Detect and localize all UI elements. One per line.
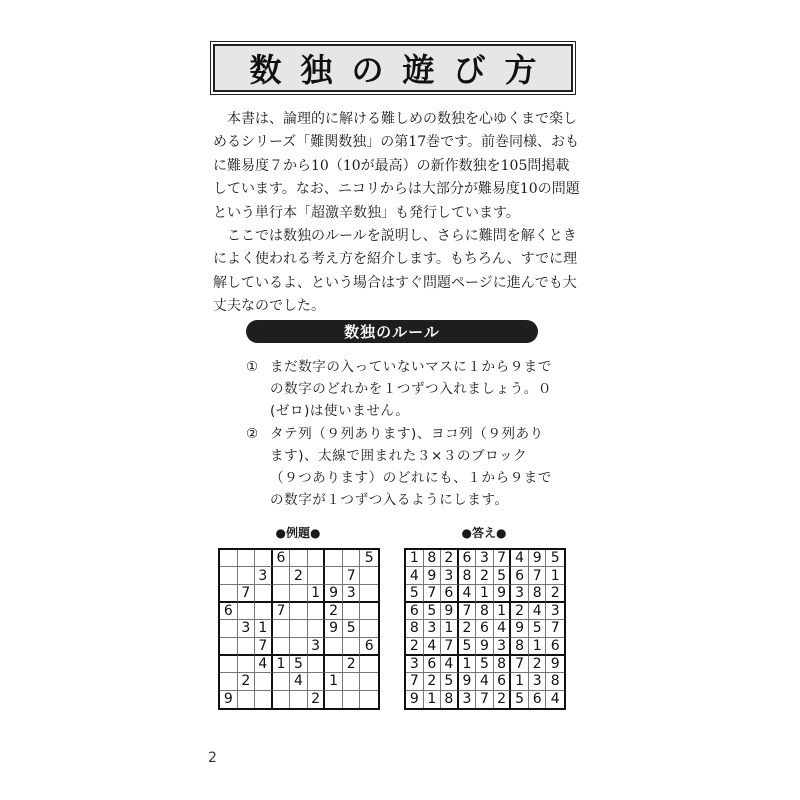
rule-text: まだ数字の入っていないマスに１から９までの数字のどれかを１つずつ入れましょう。０(ゼロ)は使いません。 — [270, 359, 552, 420]
grid-cell — [343, 550, 361, 567]
grid-cell: 1 — [494, 603, 512, 620]
page-title: 数独の遊び方 — [249, 51, 556, 89]
grid-cell: 1 — [529, 638, 547, 656]
grid-cell — [325, 656, 343, 673]
rule-item — [246, 423, 552, 512]
grid-cell: 3 — [494, 638, 512, 656]
grid-cell: 9 — [220, 691, 238, 708]
example-sudoku-grid — [218, 548, 380, 710]
grid-cell — [273, 673, 291, 690]
grid-cell: 5 — [546, 550, 564, 567]
grid-cell: 1 — [459, 656, 477, 673]
grid-cell — [290, 638, 308, 656]
grid-cell: 7 — [406, 673, 424, 690]
grid-cell — [238, 567, 256, 584]
grid-cell — [220, 550, 238, 567]
grid-cell: 9 — [406, 691, 424, 708]
grid-cell — [325, 691, 343, 708]
grid-cell: 7 — [511, 656, 529, 673]
grid-cell — [255, 585, 273, 603]
grid-cell: 6 — [459, 550, 477, 567]
grid-cell: 2 — [343, 656, 361, 673]
grid-cell: 9 — [529, 550, 547, 567]
grid-cell — [360, 620, 378, 637]
grid-cell: 9 — [441, 603, 459, 620]
grid-cell: 9 — [459, 673, 477, 690]
grid-cell: 1 — [325, 673, 343, 690]
page-number: 2 — [208, 750, 217, 766]
grid-cell: 3 — [511, 585, 529, 603]
title-box — [213, 44, 573, 92]
grid-cell: 5 — [424, 603, 442, 620]
rules-list — [246, 356, 552, 511]
grid-cell: 2 — [511, 603, 529, 620]
grid-cell — [238, 638, 256, 656]
grid-cell: 5 — [290, 656, 308, 673]
grid-cell — [360, 567, 378, 584]
grid-cell: 9 — [511, 620, 529, 637]
answer-label: ●答え● — [461, 526, 507, 540]
grid-cell: 6 — [273, 550, 291, 567]
grid-cell: 5 — [406, 585, 424, 603]
grid-cell: 8 — [424, 550, 442, 567]
grid-cell: 1 — [255, 620, 273, 637]
grid-cell: 3 — [308, 638, 326, 656]
grid-cell — [273, 691, 291, 708]
grid-cell: 2 — [476, 567, 494, 584]
grid-cell: 7 — [529, 567, 547, 584]
grid-cell — [325, 567, 343, 584]
grid-cell: 1 — [273, 656, 291, 673]
grid-cell: 8 — [441, 691, 459, 708]
grid-cell: 1 — [476, 585, 494, 603]
grid-cell: 2 — [441, 550, 459, 567]
grid-cell: 7 — [441, 638, 459, 656]
grid-cell: 3 — [441, 567, 459, 584]
grid-cell — [325, 550, 343, 567]
grid-cell — [360, 656, 378, 673]
grid-cell: 4 — [290, 673, 308, 690]
grid-cell: 5 — [476, 656, 494, 673]
grid-cell — [273, 585, 291, 603]
grid-cell: 2 — [308, 691, 326, 708]
grid-cell — [238, 656, 256, 673]
grid-cell: 9 — [325, 620, 343, 637]
grid-cell — [325, 638, 343, 656]
grid-cell: 5 — [360, 550, 378, 567]
grid-cell — [290, 603, 308, 620]
grid-cell: 3 — [546, 603, 564, 620]
grid-cell: 7 — [459, 603, 477, 620]
grid-cell — [308, 673, 326, 690]
grid-cell: 8 — [546, 673, 564, 690]
intro-paragraph-1: 本書は、論理的に解ける難しめの数独を心ゆくまで楽しめるシリーズ「難関数独」の第17巻です。前巻同様、おもに難易度７から10（10が最高）の新作数独を105問掲載しています。なお、ニコリからは大部分が難易度10の問題という単行本「超激辛数独」も発行しています。 — [213, 111, 580, 221]
grid-cell: 7 — [476, 691, 494, 708]
grid-cell: 7 — [546, 620, 564, 637]
grid-cell: 4 — [476, 673, 494, 690]
grid-cell: 8 — [459, 567, 477, 584]
rule-item — [246, 356, 552, 423]
grid-cell: 8 — [476, 603, 494, 620]
intro-paragraph-2: ここでは数独のルールを説明し、さらに難問を解くときによく使われる考え方を紹介します。もちろん、すでに理解しているよ、という場合はすぐ問題ページに進んでも大丈夫なのでした。 — [213, 228, 578, 315]
grid-cell — [290, 691, 308, 708]
grid-cell: 3 — [343, 585, 361, 603]
grid-cell — [308, 567, 326, 584]
grid-cell: 6 — [511, 567, 529, 584]
grid-cell — [220, 656, 238, 673]
grid-cell — [308, 620, 326, 637]
rule-number: ① — [246, 359, 259, 375]
grid-cell: 6 — [220, 603, 238, 620]
answer-sudoku-grid — [404, 548, 566, 710]
grid-cell: 3 — [255, 567, 273, 584]
grid-cell: 4 — [511, 550, 529, 567]
grid-cell — [220, 567, 238, 584]
grid-cell: 3 — [459, 691, 477, 708]
grid-cell: 4 — [459, 585, 477, 603]
grid-cell: 4 — [424, 638, 442, 656]
grid-cell: 9 — [494, 585, 512, 603]
grid-cell: 4 — [529, 603, 547, 620]
grid-cell — [220, 585, 238, 603]
grid-cell — [343, 691, 361, 708]
grid-cell: 9 — [325, 585, 343, 603]
grid-cell: 8 — [511, 638, 529, 656]
grid-cell — [220, 638, 238, 656]
grid-cell: 1 — [546, 567, 564, 584]
grid-cell — [343, 603, 361, 620]
grid-cell — [238, 550, 256, 567]
grid-cell: 8 — [494, 656, 512, 673]
grid-cell — [220, 673, 238, 690]
grid-cell: 2 — [325, 603, 343, 620]
rules-header — [246, 320, 538, 343]
example-label: ●例題● — [275, 526, 321, 540]
grid-cell — [255, 603, 273, 620]
grid-cell: 5 — [343, 620, 361, 637]
grid-cell: 1 — [406, 550, 424, 567]
grid-cell: 4 — [550, 691, 560, 708]
grid-cell: 9 — [476, 638, 494, 656]
grid-cell: 7 — [273, 603, 291, 620]
grid-cell: 3 — [406, 656, 424, 673]
grid-cell — [255, 550, 273, 567]
grid-cell — [238, 691, 256, 708]
grid-cell — [220, 620, 238, 637]
grid-cell — [308, 550, 326, 567]
grid-cell: 6 — [424, 656, 442, 673]
grid-cell: 6 — [360, 638, 378, 656]
grid-cell: 9 — [546, 656, 564, 673]
grid-cell: 3 — [476, 550, 494, 567]
grid-cell — [308, 656, 326, 673]
grid-cell: 3 — [424, 620, 442, 637]
grid-cell: 3 — [529, 673, 547, 690]
grid-cell — [308, 603, 326, 620]
grid-cell: 4 — [255, 656, 273, 673]
rule-number: ② — [246, 425, 259, 442]
grid-cell: 6 — [441, 585, 459, 603]
grid-cell: 5 — [529, 620, 547, 637]
grid-cell: 2 — [546, 585, 564, 603]
grid-cell: 2 — [406, 638, 424, 656]
grid-cell: 1 — [441, 620, 459, 637]
grid-cell — [343, 638, 361, 656]
grid-cell: 7 — [255, 638, 273, 656]
grid-cell: 4 — [441, 656, 459, 673]
intro-text — [213, 108, 583, 319]
grid-cell — [360, 603, 378, 620]
grid-cell — [273, 620, 291, 637]
grid-cell — [290, 550, 308, 567]
grid-cell — [290, 585, 308, 603]
grid-cell: 1 — [511, 673, 529, 690]
rules-header-label: 数独のルール — [344, 323, 440, 341]
grid-cell: 7 — [343, 567, 361, 584]
grid-cell: 6 — [494, 673, 512, 690]
grid-cell — [290, 620, 308, 637]
rule-text: タテ列（９列あります)、ヨコ列（９列あります)、太線で囲まれた３×３のブロック（９つあります）のどれにも、１から９までの数字が１つずつ入るようにします。 — [270, 425, 552, 509]
grid-cell: 7 — [238, 585, 256, 603]
grid-cell — [360, 691, 378, 708]
grid-cell: 7 — [424, 585, 442, 603]
grid-cell: 8 — [529, 585, 547, 603]
grid-cell — [360, 585, 378, 603]
grid-cell: 6 — [406, 603, 424, 620]
grid-cell: 1 — [424, 691, 442, 708]
grid-cell: 6 — [529, 691, 547, 708]
grid-cell: 2 — [459, 620, 477, 637]
grid-cell: 4 — [406, 567, 424, 584]
grid-cell — [343, 673, 361, 690]
grid-cell: 6 — [546, 638, 564, 656]
grid-cell: 3 — [238, 620, 256, 637]
grid-cell — [255, 673, 273, 690]
grid-cell — [273, 638, 291, 656]
grid-cell: 6 — [476, 620, 494, 637]
grid-cell: 2 — [424, 673, 442, 690]
grid-cell: 2 — [529, 656, 547, 673]
grid-cell: 5 — [511, 691, 529, 708]
grid-cell: 8 — [406, 620, 424, 637]
grid-cell: 5 — [441, 673, 459, 690]
grid-cell: 1 — [308, 585, 326, 603]
grid-cell: 2 — [238, 673, 256, 690]
grid-cell: 2 — [494, 691, 512, 708]
grid-cell — [238, 603, 256, 620]
grid-cell — [255, 691, 273, 708]
grid-cell: 4 — [494, 620, 512, 637]
grid-cell: 7 — [494, 550, 512, 567]
grid-cell — [273, 567, 291, 584]
grid-cell: 5 — [494, 567, 512, 584]
grid-cell: 5 — [459, 638, 477, 656]
grid-cell: 2 — [290, 567, 308, 584]
grid-cell — [360, 673, 378, 690]
grid-cell: 9 — [424, 567, 442, 584]
